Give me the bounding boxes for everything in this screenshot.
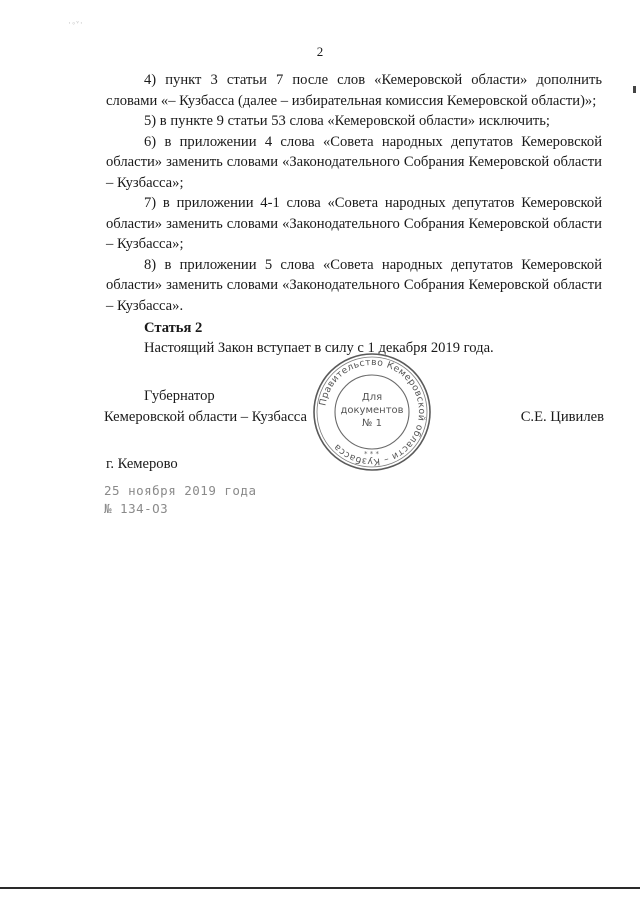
date-stamp xyxy=(104,482,257,518)
amendment-item-6: 6) в приложении 4 слова «Совета народных депутатов Кемеровской области» заменить словами «Законодательного Собрания Кемеровской области – Кузбасса»; xyxy=(106,133,602,191)
scan-edge-mark xyxy=(633,86,636,93)
article-title: Статья 2 xyxy=(144,320,203,336)
article-text: Настоящий Закон вступает в силу с 1 декабря 2019 года. xyxy=(144,340,494,356)
governor-name: С.Е. Цивилев xyxy=(520,409,604,425)
signing-date: 25 ноября 2019 года xyxy=(104,483,257,498)
seal-inner-line2: документов xyxy=(340,405,404,416)
amendment-item-4: 4) пункт 3 статьи 7 после слов «Кемеровской области» дополнить словами «– Кузбасса (далее – избирательная комиссия Кемеровской области)»; xyxy=(106,72,602,109)
page-number: 2 xyxy=(316,44,324,59)
seal-inner-line3: № 1 xyxy=(362,418,382,429)
amendment-item-5: 5) в пункте 9 статьи 53 слова «Кемеровской области» исключить; xyxy=(144,113,550,129)
amendment-item-8: 8) в приложении 5 слова «Совета народных депутатов Кемеровской области» заменить словами «Законодательного Собрания Кемеровской области – Кузбасса». xyxy=(106,256,602,314)
governor-title: Губернатор xyxy=(144,388,215,404)
amendments-list xyxy=(106,70,602,316)
signing-city: г. Кемерово xyxy=(106,456,178,472)
law-number: № 134-ОЗ xyxy=(104,501,169,516)
official-seal xyxy=(310,350,434,474)
seal-inner-line1: Для xyxy=(361,392,383,403)
seal-outer-text: Правительство Кемеровской области – Кузбасса xyxy=(317,356,428,468)
scan-artifact: ·◦ᵛ· xyxy=(68,18,84,28)
governor-region: Кемеровской области – Кузбасса xyxy=(104,409,307,425)
footer-divider xyxy=(0,887,640,889)
amendment-item-7: 7) в приложении 4-1 слова «Совета народных депутатов Кемеровской области» заменить словами «Законодательного Собрания Кемеровской области – Кузбасса»; xyxy=(106,195,602,252)
seal-stars-icon: * * * xyxy=(364,450,379,458)
